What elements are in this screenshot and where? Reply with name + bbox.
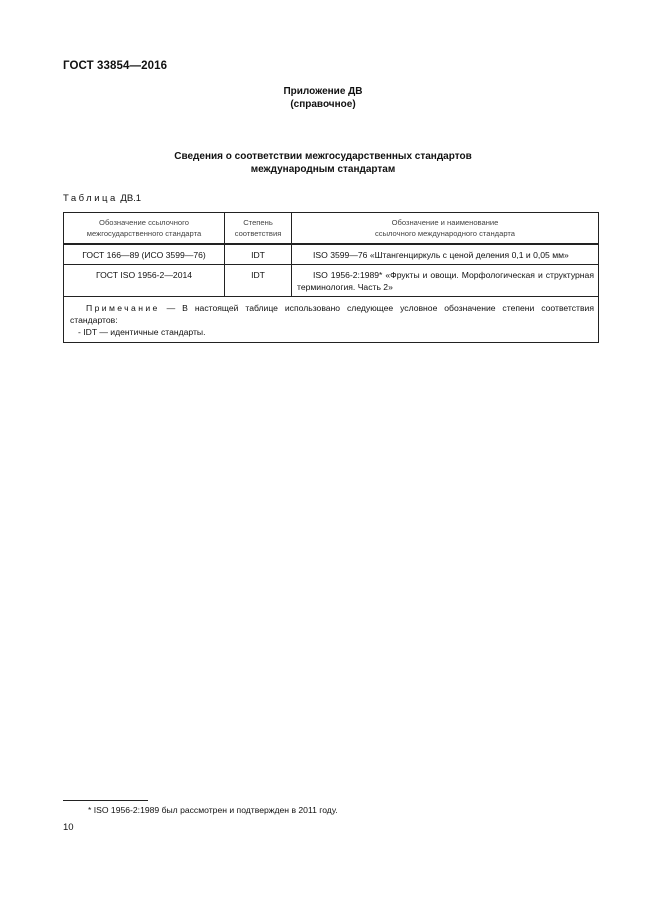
table-caption [63,193,141,204]
table-row [64,244,599,265]
header-degree [225,213,292,245]
header-degree-line2: соответствия [234,229,282,238]
header-ref-standard [64,213,225,245]
header-ref-line2: межгосударственного стандарта [86,229,202,238]
table-note-row [64,297,599,343]
row-degree: IDT [225,244,292,265]
document-code: ГОСТ 33854—2016 [63,60,168,72]
note-body: — В настоящей таблице использовано следующее условное обозначение степени соответствия стандартов: [70,303,594,325]
table-caption-id: ДВ.1 [120,193,142,204]
table-row [64,265,599,297]
footnote-divider [63,800,148,801]
row-ref-standard: ГОСТ ISO 1956-2—2014 [64,265,225,297]
note-item: - IDT — идентичные стандарты. [78,327,206,337]
row-degree: IDT [225,265,292,297]
appendix-title: Приложение ДВ [283,86,363,97]
row-intl-text: ISO 1956-2:1989* «Фрукты и овощи. Морфологическая и структурная терминология. Часть 2» [297,270,594,292]
section-title-line1: Сведения о соответствии межгосударственных стандартов [174,151,472,162]
header-intl-standard [292,213,599,245]
header-ref-line1: Обозначение ссылочного [99,218,189,227]
section-title [0,150,646,176]
header-intl-line2: ссылочного международного стандарта [374,229,515,238]
standards-table [63,212,599,343]
note-text [70,302,594,326]
row-ref-standard: ГОСТ 166—89 (ИСО 3599—76) [64,244,225,265]
appendix-heading [0,85,646,111]
table-caption-word: Таблица [63,193,118,204]
section-title-line2: международным стандартам [250,164,396,175]
header-degree-line1: Степень [243,218,273,227]
row-intl-standard [292,265,599,297]
header-intl-line1: Обозначение и наименование [391,218,499,227]
footnote: * ISO 1956-2:1989 был рассмотрен и подтвержден в 2011 году. [88,805,338,815]
table-header-row [64,213,599,245]
table-note [64,297,599,343]
row-intl-text: ISO 3599—76 «Штангенциркуль с ценой деления 0,1 и 0,05 мм» [313,250,569,260]
row-intl-standard [292,244,599,265]
note-label: Примечание [86,303,160,313]
page-number: 10 [63,822,74,833]
appendix-subtitle: (справочное) [290,99,356,110]
